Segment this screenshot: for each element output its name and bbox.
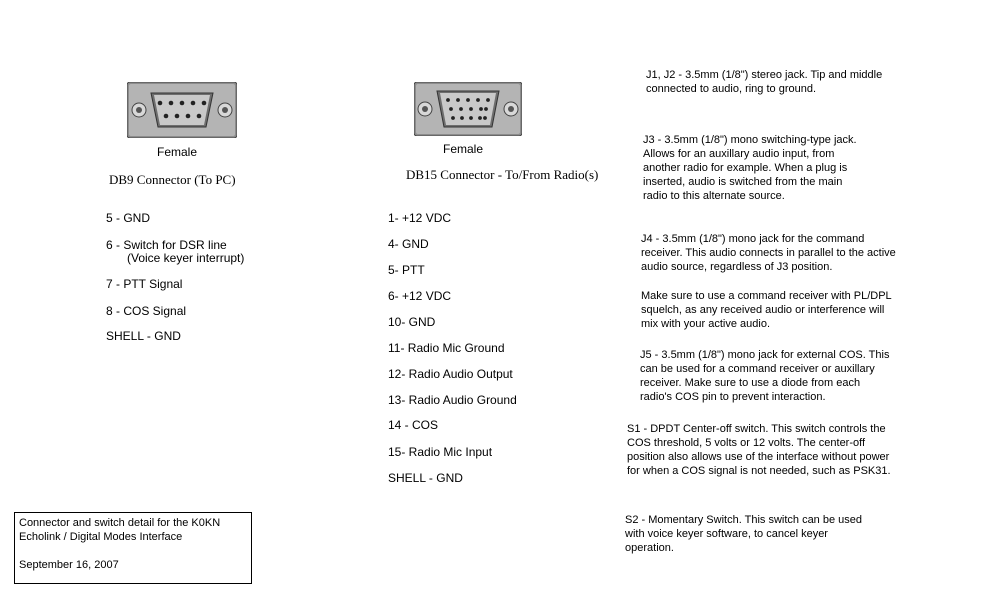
db9-pin-row: 6 - Switch for DSR line: [106, 238, 227, 252]
db15-pin-row: 14 - COS: [388, 418, 439, 432]
title-block: [14, 512, 252, 584]
title-block-line1: Connector and switch detail for the K0KN: [19, 517, 221, 529]
db9-pin-row: 5 - GND: [106, 211, 151, 225]
db15-pin-row: 6- +12 VDC: [388, 289, 452, 303]
db15-title: DB15 Connector - To/From Radio(s): [406, 167, 599, 182]
note-squelch: Make sure to use a command receiver with PL/DPL squelch, as any received audio or interference will mix with your active audio.: [641, 290, 892, 330]
db9-gender-label: Female: [157, 145, 198, 159]
db15-pin-row: 5- PTT: [388, 263, 425, 277]
db15-pin-row: 4- GND: [388, 237, 429, 251]
title-block-date: September 16, 2007: [19, 559, 119, 571]
note-s1: S1 - DPDT Center-off switch. This switch controls the COS threshold, 5 volts or 12 volts. The center-off position also allows use of the interface without power for when a COS signal is not needed, such as PSK31.: [627, 423, 891, 477]
note-j4: J4 - 3.5mm (1/8") mono jack for the command receiver. This audio connects in parallel to the active audio source, regardless of J3 position.: [641, 233, 896, 273]
db15-connector-image: [414, 82, 522, 136]
note-j1-j2: J1, J2 - 3.5mm (1/8") stereo jack. Tip and middle connected to audio, ring to ground.: [646, 69, 883, 95]
note-j3: J3 - 3.5mm (1/8") mono switching-type jack. Allows for an auxillary audio input, from another radio for example. When a plug is inserted, audio is switched from the main radio to this alternate source.: [643, 134, 857, 202]
db9-pin-row: 8 - COS Signal: [106, 304, 187, 318]
note-j5: J5 - 3.5mm (1/8") mono jack for external COS. This can be used for a command receiver or auxillary receiver. Make sure to use a diode from each radio's COS pin to prevent interaction.: [640, 349, 890, 403]
db15-pin-row: 1- +12 VDC: [388, 211, 452, 225]
db9-pin-row: (Voice keyer interrupt): [127, 251, 245, 265]
db15-pin-row: 11- Radio Mic Ground: [388, 341, 505, 355]
db15-gender-label: Female: [443, 142, 484, 156]
db9-pin-row: 7 - PTT Signal: [106, 277, 183, 291]
db9-connector-image: [127, 82, 237, 138]
db15-pin-row: 12- Radio Audio Output: [388, 367, 513, 381]
db15-pin-row: 13- Radio Audio Ground: [388, 393, 517, 407]
db15-pin-row: SHELL - GND: [388, 471, 463, 485]
db15-pin-row: 15- Radio Mic Input: [388, 445, 493, 459]
db9-pin-row: SHELL - GND: [106, 329, 181, 343]
title-block-line2: Echolink / Digital Modes Interface: [19, 531, 183, 543]
note-s2: S2 - Momentary Switch. This switch can be used with voice keyer software, to cancel keyer operation.: [625, 514, 863, 554]
db15-pin-row: 10- GND: [388, 315, 436, 329]
db9-title: DB9 Connector (To PC): [109, 172, 236, 187]
